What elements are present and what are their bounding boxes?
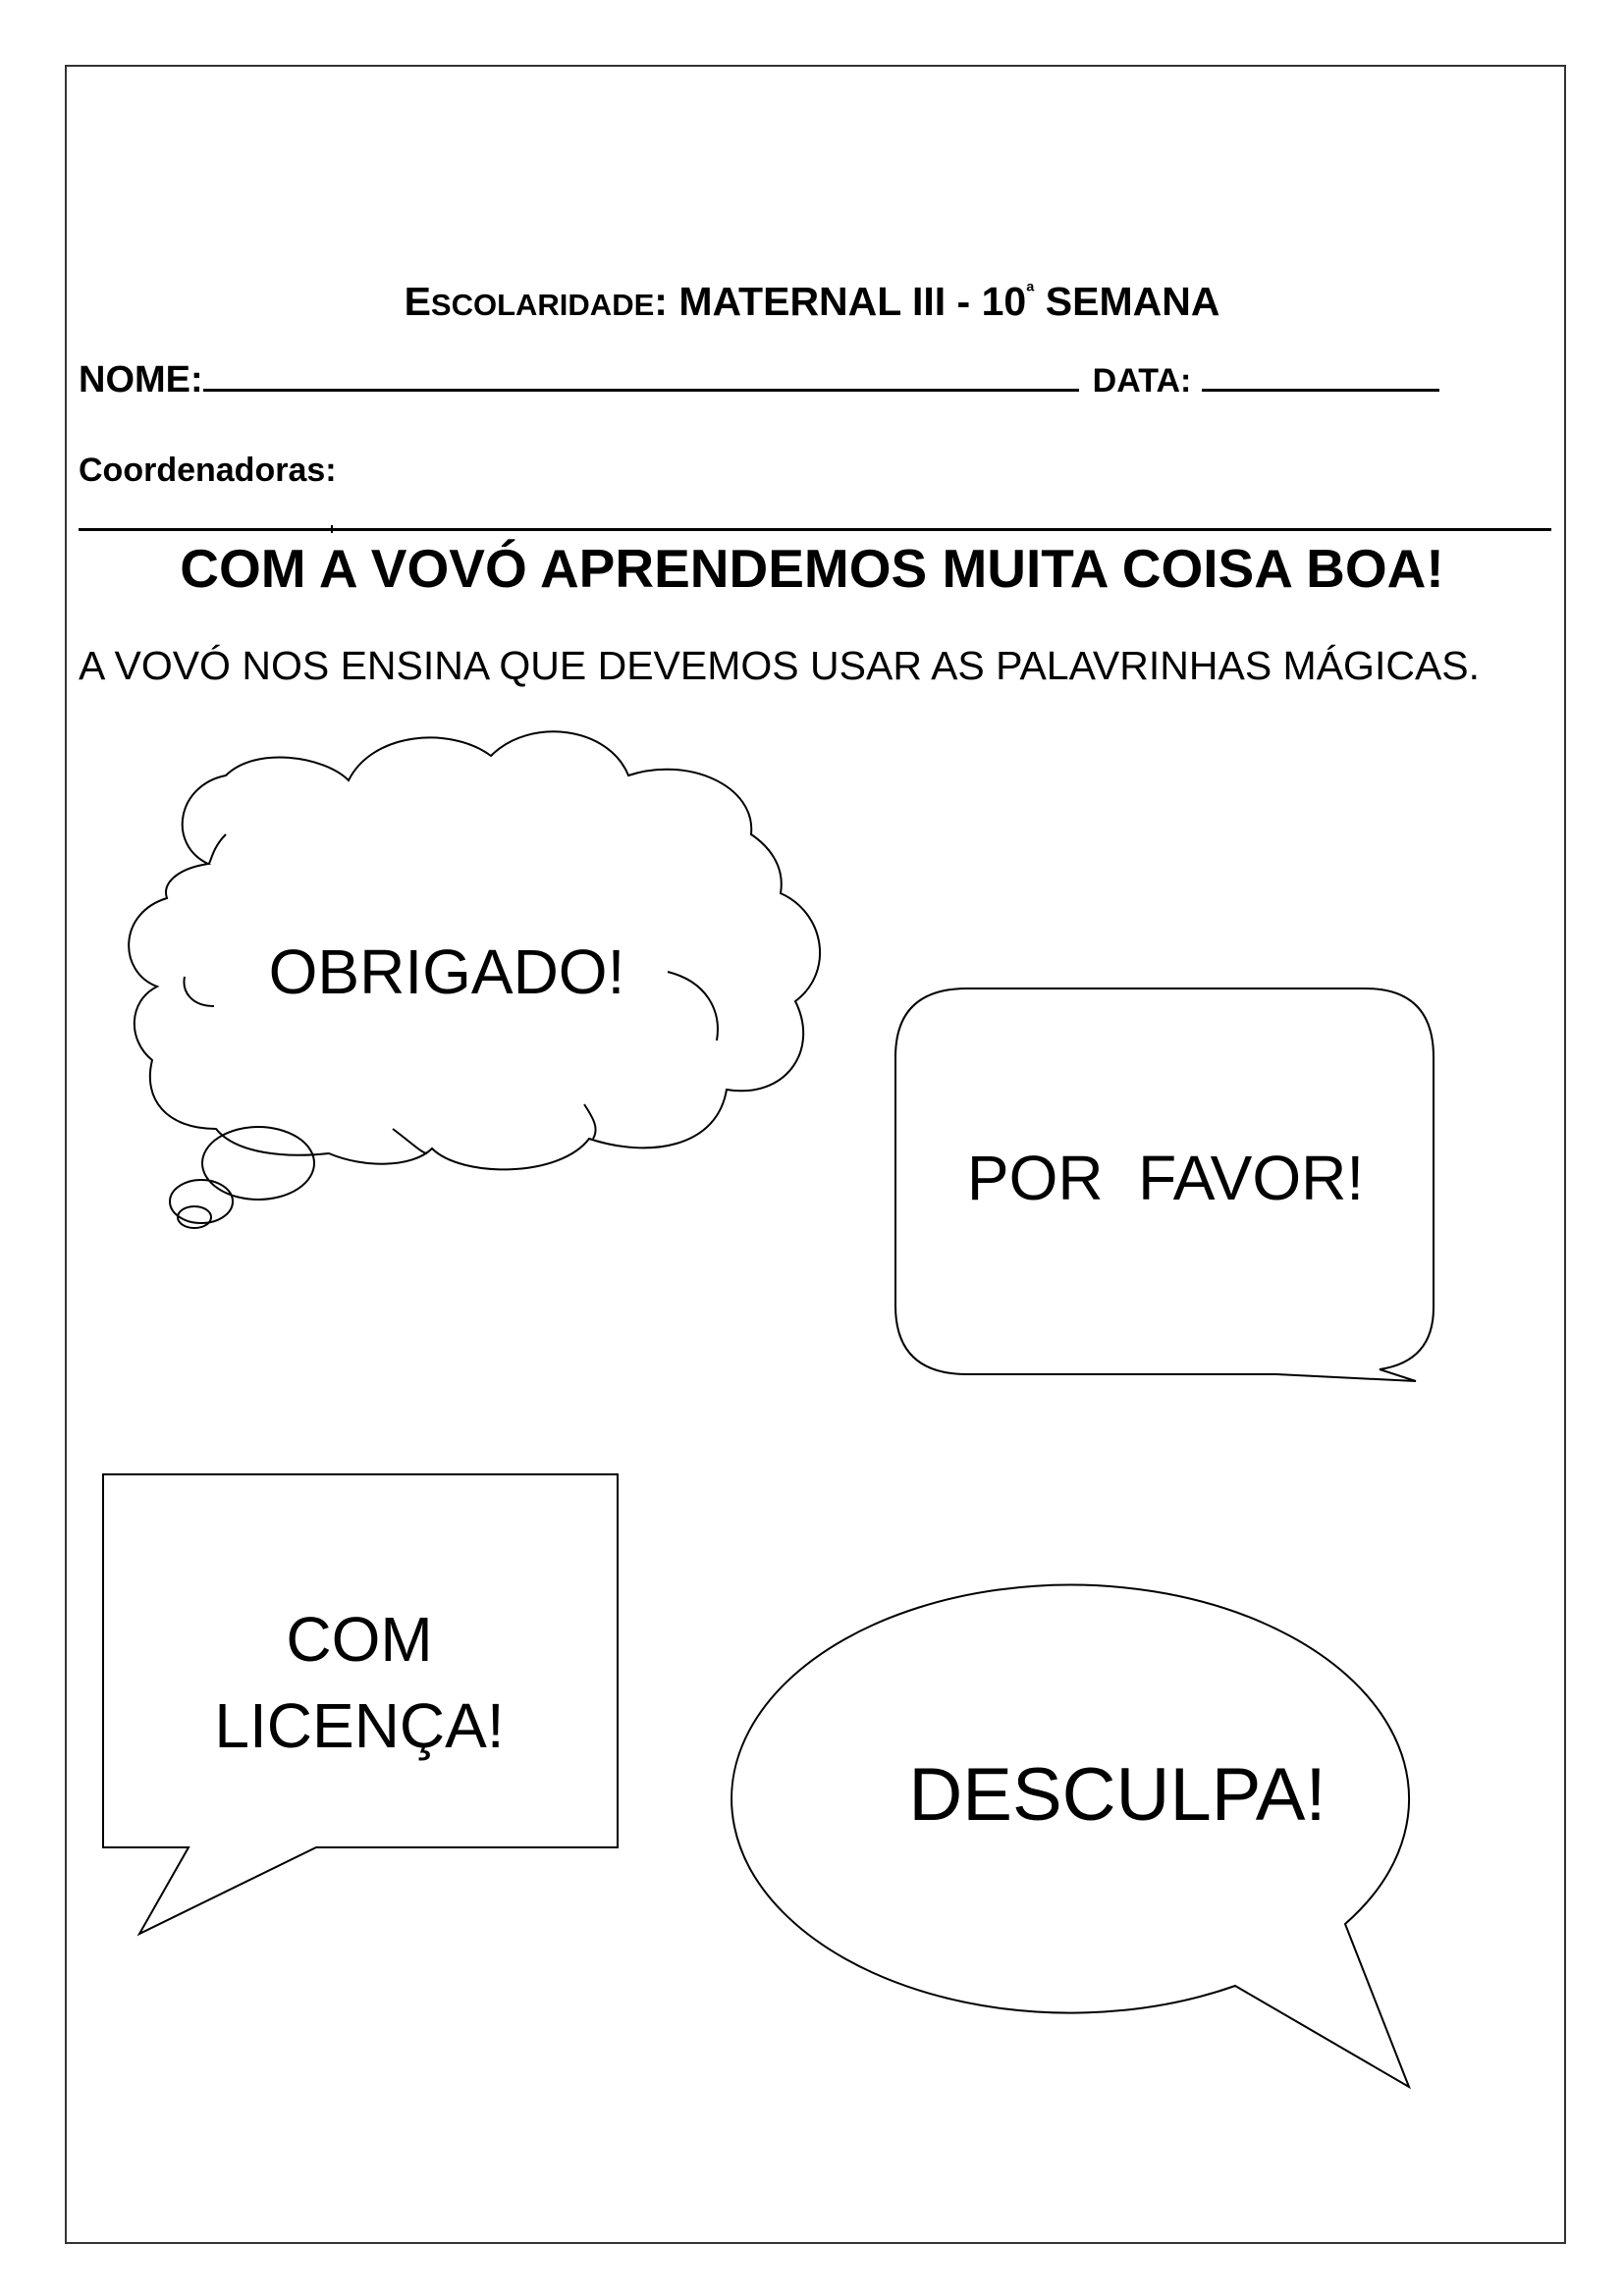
- thought-dot-small: [178, 1206, 211, 1228]
- name-label: NOME:: [79, 359, 203, 400]
- header-escolaridade-word: SCOLARIDADE: [430, 288, 655, 322]
- coordinators-label: Coordenadoras:: [79, 452, 337, 489]
- thought-inner-arc-5: [208, 834, 226, 864]
- header-initial: E: [404, 279, 431, 324]
- thought-text: OBRIGADO!: [268, 936, 625, 1007]
- oval-text: DESCULPA!: [908, 1753, 1326, 1837]
- instruction-text: A VOVÓ NOS ENSINA QUE DEVEMOS USAR AS PALAVRINHAS MÁGICAS.: [79, 643, 1481, 688]
- header-week: SEMANA: [1045, 279, 1220, 324]
- page-title: COM A VOVÓ APRENDEMOS MUITA COISA BOA!: [180, 538, 1444, 599]
- rect-text-line1: COM: [286, 1604, 433, 1675]
- thought-inner-arc-4: [584, 1104, 596, 1139]
- rounded-text: POR FAVOR!: [966, 1143, 1365, 1213]
- thought-dot-medium: [170, 1180, 233, 1223]
- date-label: DATA:: [1092, 362, 1192, 400]
- thought-inner-arc-2: [668, 972, 718, 1041]
- header-ordinal: ª: [1026, 279, 1035, 304]
- thought-dot-large: [202, 1127, 314, 1200]
- thought-inner-arc-1: [184, 977, 214, 1006]
- rect-text-line2: LICENÇA!: [214, 1690, 505, 1761]
- header-level: MATERNAL III - 10: [678, 279, 1027, 324]
- header-colon: :: [654, 279, 668, 324]
- thought-inner-arc-3: [393, 1129, 427, 1153]
